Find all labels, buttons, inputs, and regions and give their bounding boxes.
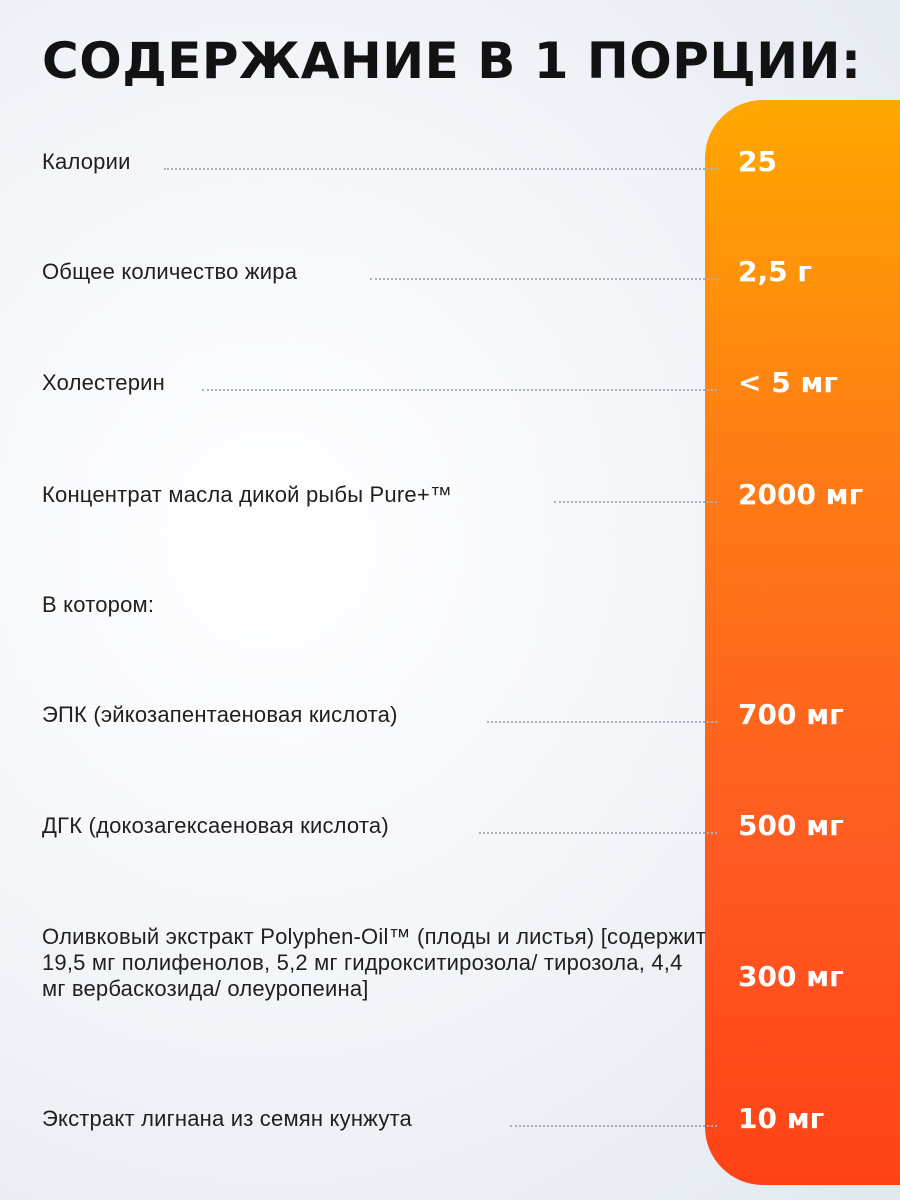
row-label: Концентрат масла дикой рыбы Pure+™ — [42, 482, 453, 507]
dotted-leader — [202, 389, 717, 391]
dotted-leader — [164, 168, 717, 170]
row-value: 25 — [738, 145, 777, 178]
row-value: < 5 мг — [738, 366, 838, 399]
row-label: Калории — [42, 149, 131, 174]
row-value: 700 мг — [738, 698, 844, 731]
row-label: Холестерин — [42, 370, 165, 395]
row-label: ЭПК (эйкозапентаеновая кислота) — [42, 702, 398, 727]
dotted-leader — [370, 278, 717, 280]
row-value: 500 мг — [738, 809, 844, 842]
row-label: В котором: — [42, 592, 155, 617]
row-total-fat — [42, 253, 900, 293]
row-value: 2000 мг — [738, 478, 864, 511]
row-dha — [42, 807, 900, 847]
row-value: 2,5 г — [738, 255, 812, 288]
row-label: Общее количество жира — [42, 259, 298, 284]
row-fish-oil-concentrate — [42, 476, 900, 516]
row-value: 300 мг — [738, 960, 844, 993]
row-label: Экстракт лигнана из семян кунжута — [42, 1106, 412, 1131]
row-label: ДГК (докозагексаеновая кислота) — [42, 813, 389, 838]
row-olive-extract — [42, 924, 900, 1028]
row-epa — [42, 696, 900, 736]
row-sesame-lignan-extract — [42, 1100, 900, 1140]
row-value: 10 мг — [738, 1102, 825, 1135]
page-title: СОДЕРЖАНИЕ В 1 ПОРЦИИ: — [42, 32, 862, 90]
dotted-leader — [479, 832, 717, 834]
row-cholesterol — [42, 364, 900, 404]
row-label: Оливковый экстракт Polyphen-Oil™ (плоды и листья) [содержит 19,5 мг полифенолов, 5,2 мг гидрокситирозола/ тирозола, 4,4 мг вербаскозида/ олеуропеина] — [42, 924, 707, 1001]
dotted-leader — [554, 501, 717, 503]
row-calories — [42, 143, 900, 183]
dotted-leader — [510, 1125, 717, 1127]
dotted-leader — [487, 721, 717, 723]
row-in-which — [42, 586, 900, 626]
